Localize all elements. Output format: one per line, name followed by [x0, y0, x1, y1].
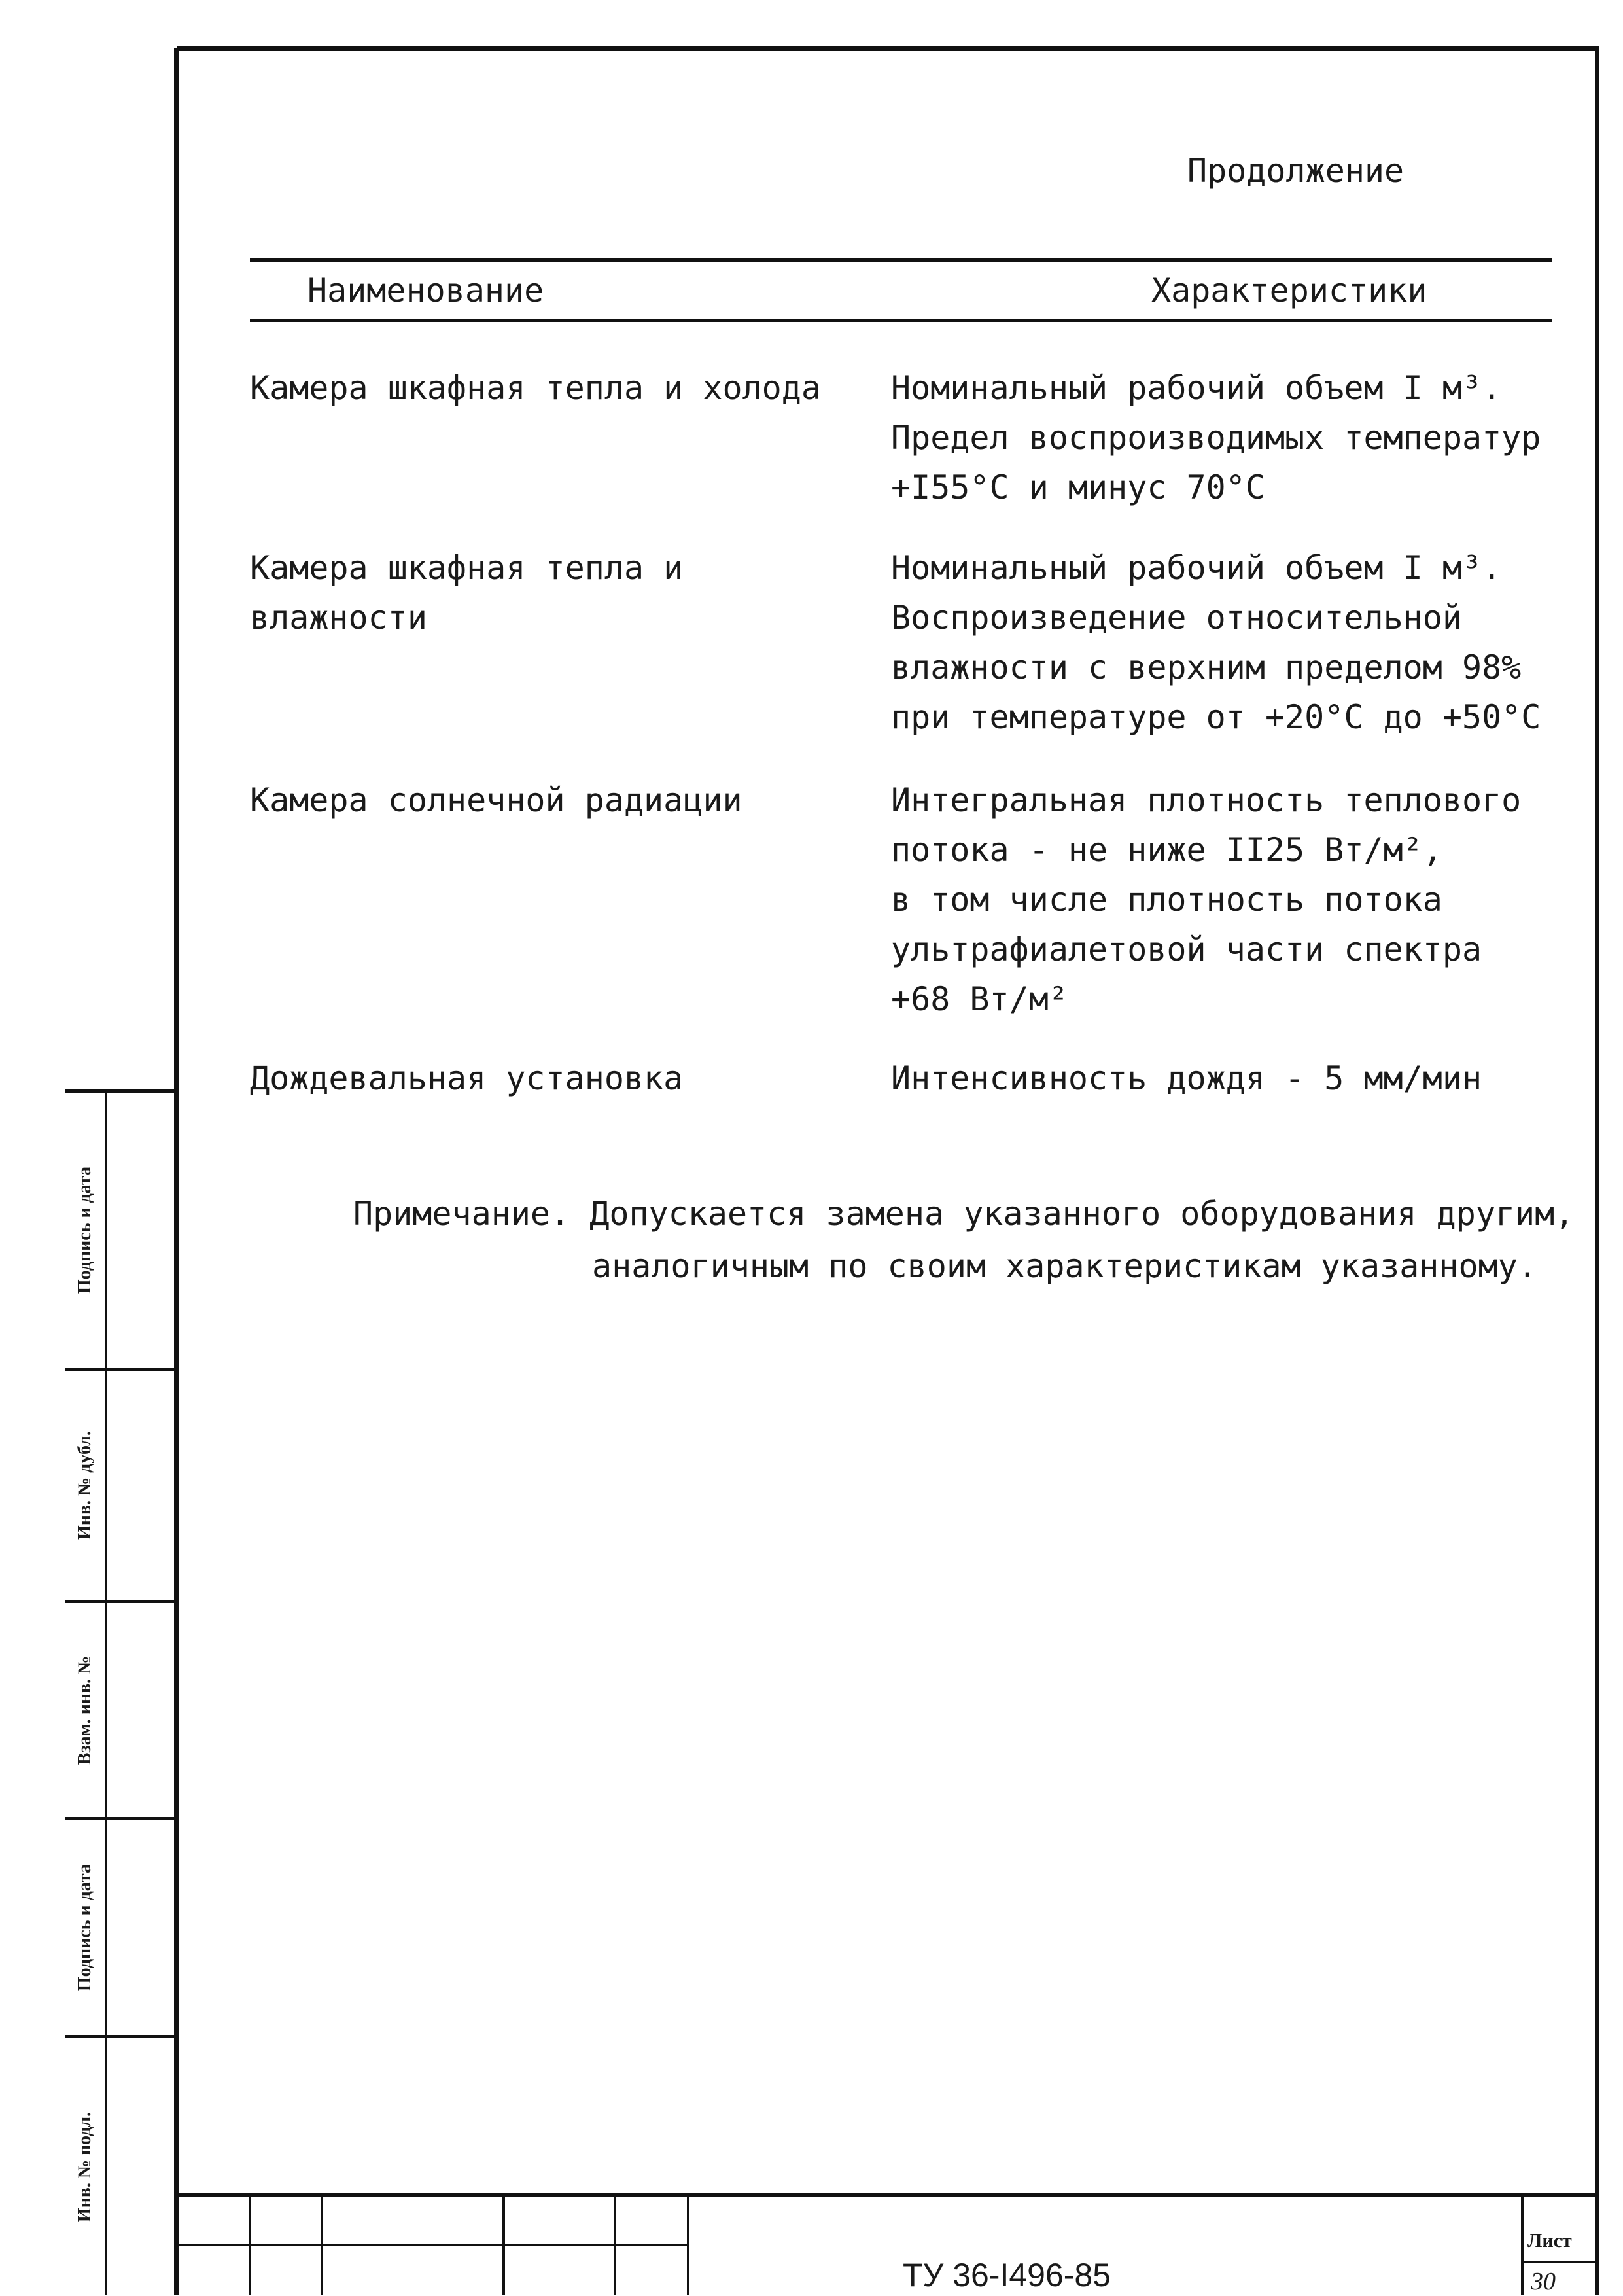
row-name: Камера шкафная тепла и холода: [250, 369, 821, 407]
stamp-cell-replacement-inventory: Взам. инв. №: [75, 1655, 95, 1765]
row-name: Камера солнечной радиации: [250, 781, 742, 819]
stamp-vertical-line: [105, 1089, 107, 2295]
header-characteristics: Характеристики: [1151, 272, 1427, 309]
header-name: Наименование: [307, 272, 544, 309]
title-block-top-rule: [179, 2193, 1595, 2197]
table-header-rule: [250, 319, 1552, 322]
row-name: Камера шкафная тепла и влажности: [250, 549, 684, 637]
row-characteristics: [891, 363, 1552, 512]
sheet-label: Лист: [1527, 2230, 1572, 2252]
characteristic-line: при температуре от +20°C до +50°C: [891, 698, 1541, 736]
stamp-cell-signature-date: Подпись и дата: [75, 1863, 95, 1992]
document-code: ТУ 36-I496-85: [903, 2257, 1111, 2293]
characteristic-line: Предел воспроизводимых температур: [891, 419, 1541, 457]
title-block-row-rule: [179, 2244, 689, 2246]
sheet-number: 30: [1531, 2268, 1556, 2295]
note-line-2: аналогичным по своим характеристикам указанному.: [592, 1247, 1537, 1285]
characteristic-line: в том числе плотность потока: [891, 881, 1442, 919]
characteristic-line: +I55°C и минус 70°C: [891, 468, 1265, 506]
stamp-cell-signature-date-top: Подпись и дата: [75, 1166, 95, 1294]
characteristic-line: Интенсивность дождя - 5 мм/мин: [891, 1059, 1482, 1097]
frame-right-border: [1595, 48, 1599, 2295]
characteristic-line: Номинальный рабочий объем I м³.: [891, 549, 1502, 587]
note: [353, 1188, 1574, 1292]
characteristic-line: Воспроизведение относительной: [891, 599, 1462, 637]
row-characteristics: [891, 775, 1552, 1024]
characteristic-line: +68 Вт/м²: [891, 980, 1068, 1018]
note-line-1: Примечание. Допускается замена указанного оборудования другим,: [353, 1195, 1575, 1233]
characteristic-line: потока - не ниже II25 Вт/м²,: [891, 831, 1442, 869]
frame-top-border: [177, 46, 1599, 51]
row-characteristics: [891, 543, 1552, 742]
stamp-cell-original-inventory: Инв. № подл.: [75, 2111, 95, 2222]
characteristic-line: Номинальный рабочий объем I м³.: [891, 369, 1502, 407]
stamp-cell-duplicate-inventory: Инв. № дубл.: [75, 1431, 95, 1540]
row-characteristics: [891, 1053, 1552, 1103]
continuation-label: Продолжение: [1187, 152, 1405, 190]
sheet-line: [1524, 2261, 1595, 2263]
characteristic-line: ультрафиалетовой части спектра: [891, 930, 1482, 968]
row-name: Дождевальная установка: [250, 1059, 684, 1097]
characteristic-line: Интегральная плотность теплового: [891, 781, 1522, 819]
characteristic-line: влажности с верхним пределом 98%: [891, 648, 1522, 686]
table-top-rule: [250, 258, 1552, 262]
stamp-column: [65, 1089, 177, 2295]
